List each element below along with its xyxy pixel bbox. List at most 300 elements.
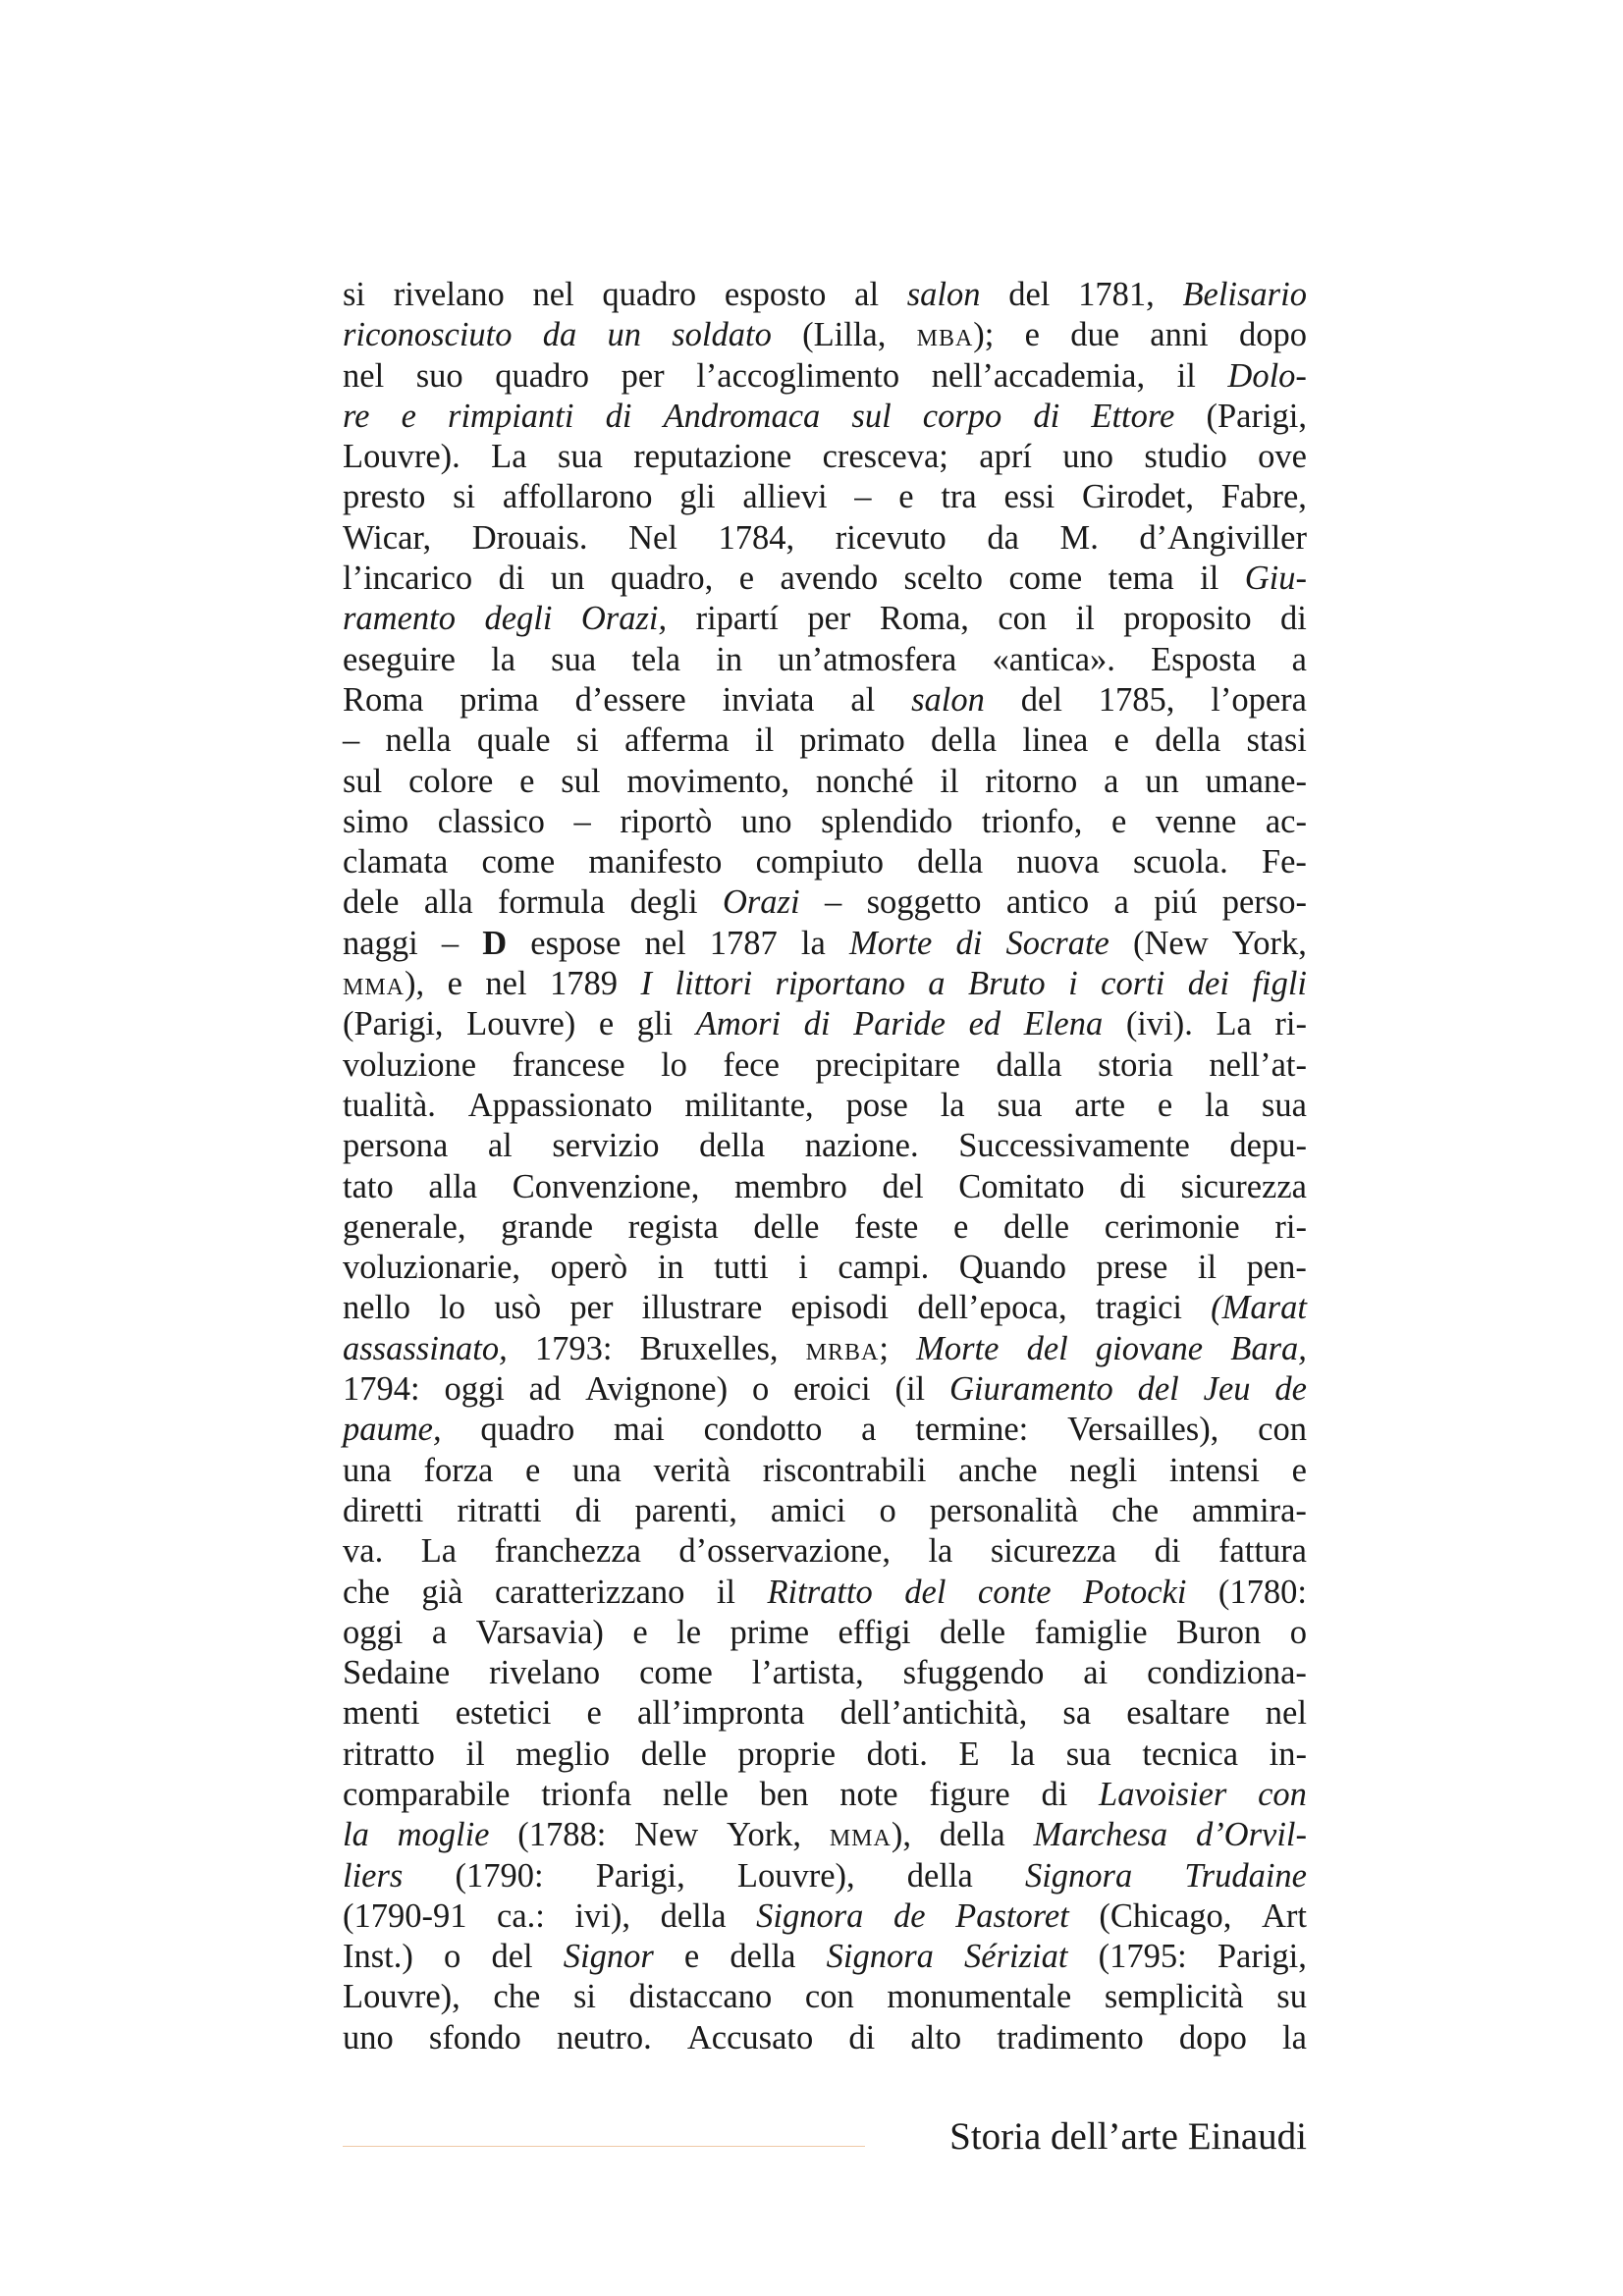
italic-text: rimpianti bbox=[448, 397, 574, 435]
text: di bbox=[498, 560, 525, 598]
word bbox=[776, 964, 905, 1004]
text: riscontrabili bbox=[762, 1451, 927, 1489]
word bbox=[343, 1531, 383, 1572]
abbreviation: mma bbox=[343, 965, 406, 1003]
text: prima bbox=[460, 680, 539, 719]
text: Fe- bbox=[1261, 843, 1307, 881]
text: 1789 bbox=[550, 965, 619, 1003]
word bbox=[1027, 1329, 1068, 1369]
word bbox=[448, 964, 462, 1004]
word bbox=[632, 1613, 647, 1653]
word bbox=[606, 397, 632, 437]
word bbox=[1280, 599, 1307, 639]
text: Parigi, bbox=[1217, 1938, 1307, 1976]
word bbox=[1227, 356, 1307, 397]
word bbox=[343, 1410, 442, 1450]
word bbox=[394, 275, 505, 315]
word bbox=[723, 1045, 779, 1086]
text: per bbox=[807, 600, 851, 638]
text: affollarono bbox=[502, 478, 653, 516]
word bbox=[482, 924, 507, 964]
word bbox=[1209, 1045, 1307, 1086]
text: personalità bbox=[929, 1491, 1079, 1529]
word bbox=[1111, 802, 1126, 842]
word bbox=[1176, 1613, 1261, 1653]
italic-text: di bbox=[803, 1005, 831, 1043]
word bbox=[755, 721, 774, 761]
word bbox=[442, 924, 459, 964]
word bbox=[907, 275, 981, 315]
word bbox=[1097, 1248, 1168, 1288]
text: 1781, bbox=[1078, 276, 1155, 313]
text: d’Angiviller bbox=[1139, 518, 1307, 557]
word bbox=[343, 1977, 460, 2017]
text: (il bbox=[894, 1370, 926, 1409]
italic-text: Morte bbox=[848, 924, 933, 962]
word bbox=[1147, 1653, 1307, 1693]
word bbox=[343, 842, 448, 882]
italic-text: de bbox=[1274, 1370, 1307, 1409]
word bbox=[1151, 640, 1256, 680]
italic-text: corti bbox=[1101, 965, 1165, 1003]
text: nazione. bbox=[804, 1127, 919, 1165]
text: i bbox=[798, 1249, 808, 1287]
italic-text: i bbox=[1068, 965, 1078, 1003]
word bbox=[343, 1167, 394, 1207]
word bbox=[515, 1735, 610, 1775]
word bbox=[880, 599, 969, 639]
text-line bbox=[343, 1937, 1307, 1977]
word bbox=[343, 1288, 410, 1328]
word bbox=[634, 1491, 736, 1531]
word bbox=[1206, 762, 1307, 802]
text-line bbox=[343, 1329, 1307, 1369]
word bbox=[760, 1775, 809, 1815]
text: Successivamente bbox=[958, 1127, 1190, 1165]
word bbox=[1068, 964, 1078, 1004]
word bbox=[861, 1410, 876, 1450]
text: E bbox=[958, 1735, 980, 1773]
word bbox=[968, 964, 1046, 1004]
text: e bbox=[738, 560, 755, 598]
italic-text: re bbox=[343, 397, 370, 435]
text: anni bbox=[1150, 316, 1209, 354]
text: e bbox=[598, 1005, 615, 1043]
word bbox=[498, 882, 605, 923]
text: – bbox=[441, 924, 460, 962]
word bbox=[343, 1775, 511, 1815]
word bbox=[569, 1288, 613, 1328]
word bbox=[941, 477, 976, 517]
word bbox=[1062, 1693, 1091, 1734]
italic-text: liers bbox=[343, 1856, 404, 1895]
word bbox=[958, 1126, 1190, 1166]
text: tualità. bbox=[343, 1086, 436, 1124]
word bbox=[1188, 964, 1229, 1004]
text: sua bbox=[1065, 1735, 1111, 1773]
word bbox=[408, 762, 493, 802]
text: della bbox=[939, 1816, 1005, 1854]
word bbox=[807, 599, 850, 639]
text: quadro bbox=[480, 1411, 575, 1449]
word bbox=[1229, 1126, 1307, 1166]
text: prese bbox=[1096, 1249, 1168, 1287]
word bbox=[614, 1410, 665, 1450]
italic-text: moglie bbox=[397, 1816, 490, 1854]
text: e bbox=[525, 1451, 541, 1489]
text: ai bbox=[1083, 1654, 1109, 1692]
italic-text: la bbox=[343, 1816, 369, 1854]
word bbox=[1099, 680, 1175, 721]
text: parenti, bbox=[634, 1491, 737, 1529]
text: nella bbox=[385, 721, 452, 760]
word bbox=[1006, 882, 1089, 923]
text: e bbox=[683, 1938, 700, 1976]
word bbox=[343, 599, 456, 639]
text: perso- bbox=[1221, 883, 1307, 922]
text: reputazione bbox=[633, 438, 792, 476]
word bbox=[780, 559, 878, 599]
text: distaccano bbox=[628, 1978, 773, 2016]
word bbox=[804, 1004, 831, 1044]
text: generale, bbox=[343, 1207, 466, 1246]
text: ad bbox=[528, 1370, 562, 1409]
word bbox=[898, 477, 913, 517]
word bbox=[1247, 721, 1307, 761]
word bbox=[543, 315, 577, 355]
text: e bbox=[1291, 1451, 1307, 1489]
word bbox=[997, 1045, 1062, 1086]
italic-text: di bbox=[955, 924, 983, 962]
text: delle bbox=[753, 1207, 820, 1246]
text-line bbox=[343, 1977, 1307, 2017]
word bbox=[767, 1573, 872, 1613]
word bbox=[931, 721, 997, 761]
text: del bbox=[491, 1938, 533, 1976]
word bbox=[1035, 1613, 1148, 1653]
word bbox=[676, 1613, 701, 1653]
text: suo bbox=[415, 356, 463, 395]
word bbox=[1024, 1004, 1103, 1044]
abbreviation: mrba bbox=[805, 1329, 880, 1367]
word bbox=[846, 1086, 908, 1126]
text: Fabre, bbox=[1220, 478, 1307, 516]
word bbox=[805, 1126, 919, 1166]
text: esposto bbox=[724, 276, 827, 313]
text: di bbox=[574, 1491, 602, 1529]
word bbox=[998, 599, 1047, 639]
word bbox=[495, 356, 589, 397]
text: il bbox=[716, 1573, 736, 1611]
word bbox=[1142, 1735, 1238, 1775]
word bbox=[1282, 2018, 1307, 2058]
text: figure bbox=[929, 1775, 1010, 1813]
text: ), bbox=[891, 1816, 911, 1854]
text: (New bbox=[1133, 924, 1209, 962]
italic-text: Signora bbox=[1024, 1856, 1133, 1895]
word bbox=[907, 1856, 973, 1896]
word bbox=[1123, 599, 1251, 639]
text-line bbox=[343, 882, 1307, 923]
text: al bbox=[854, 276, 880, 313]
text: lo bbox=[439, 1289, 466, 1327]
word bbox=[699, 1126, 765, 1166]
text: (1790-91 bbox=[343, 1896, 467, 1935]
word bbox=[343, 1937, 413, 1977]
word bbox=[551, 559, 585, 599]
text: note bbox=[839, 1775, 898, 1813]
text: ricevuto bbox=[835, 518, 947, 557]
word bbox=[904, 559, 983, 599]
text: di bbox=[1154, 1532, 1181, 1571]
text: comparabile bbox=[343, 1775, 511, 1813]
text: (Parigi, bbox=[1206, 397, 1307, 435]
text: precipitare bbox=[815, 1045, 960, 1084]
italic-text: Paride bbox=[853, 1005, 946, 1043]
word bbox=[1099, 1937, 1187, 1977]
text: o bbox=[751, 1370, 770, 1409]
word bbox=[343, 680, 423, 721]
text: aprí bbox=[979, 438, 1032, 476]
text: nell’accademia, bbox=[931, 356, 1146, 395]
text: ri- bbox=[1274, 1005, 1307, 1043]
word bbox=[1182, 275, 1307, 315]
word bbox=[1033, 397, 1059, 437]
italic-text: Belisario bbox=[1182, 276, 1307, 313]
word bbox=[1016, 842, 1099, 882]
text: La bbox=[1216, 1005, 1252, 1043]
text: due bbox=[1070, 316, 1120, 354]
word bbox=[867, 1735, 928, 1775]
word bbox=[1066, 1735, 1111, 1775]
text: per bbox=[569, 1289, 614, 1327]
text: Appassionato bbox=[467, 1086, 653, 1124]
word bbox=[398, 1815, 490, 1855]
text: afferma bbox=[624, 721, 730, 760]
word bbox=[678, 1531, 891, 1572]
text: ri- bbox=[1274, 1207, 1307, 1246]
word bbox=[1099, 1775, 1226, 1815]
text: antico bbox=[1005, 883, 1090, 922]
word bbox=[798, 1248, 808, 1288]
italic-text: assassinato, bbox=[343, 1329, 508, 1367]
word bbox=[453, 477, 475, 517]
word bbox=[624, 721, 730, 761]
italic-text: Giuramento bbox=[949, 1370, 1113, 1409]
text: nel bbox=[532, 276, 574, 313]
text: rivelano bbox=[489, 1654, 601, 1692]
word bbox=[910, 2018, 961, 2058]
abbreviation: mma bbox=[829, 1816, 892, 1854]
word bbox=[1216, 1004, 1251, 1044]
text: un bbox=[550, 560, 585, 598]
text: si bbox=[575, 721, 599, 760]
word bbox=[343, 2018, 394, 2058]
word bbox=[575, 1491, 602, 1531]
text-line bbox=[343, 680, 1307, 721]
text: Drouais. bbox=[471, 518, 588, 557]
word bbox=[634, 1815, 698, 1855]
text: il bbox=[1075, 600, 1095, 638]
word bbox=[1126, 1693, 1229, 1734]
word bbox=[1008, 275, 1050, 315]
text-line bbox=[343, 1815, 1307, 1855]
word bbox=[1155, 1531, 1181, 1572]
word bbox=[982, 802, 1083, 842]
italic-text: Bruto bbox=[968, 965, 1046, 1003]
word bbox=[756, 842, 884, 882]
text: quadro bbox=[495, 356, 590, 395]
word bbox=[1003, 477, 1055, 517]
text: scelto bbox=[903, 560, 984, 598]
text: nell’at- bbox=[1209, 1045, 1307, 1084]
word bbox=[472, 518, 588, 559]
text-line bbox=[343, 1491, 1307, 1531]
word bbox=[941, 1086, 965, 1126]
text: un’atmosfera bbox=[778, 640, 957, 678]
text: nel bbox=[644, 924, 686, 962]
word bbox=[1218, 1531, 1307, 1572]
word bbox=[558, 437, 603, 477]
text: o bbox=[444, 1938, 461, 1976]
italic-text: Ettore bbox=[1091, 397, 1175, 435]
word bbox=[513, 1167, 700, 1207]
italic-text: paume, bbox=[343, 1411, 442, 1449]
text-line bbox=[343, 1167, 1307, 1207]
text-line bbox=[343, 1004, 1307, 1044]
word bbox=[343, 315, 512, 355]
word bbox=[929, 1775, 1009, 1815]
text: illustrare bbox=[641, 1289, 763, 1327]
text: nuova bbox=[1016, 843, 1100, 881]
text: nonché bbox=[815, 762, 914, 800]
italic-text: degli bbox=[484, 600, 553, 638]
text: umane- bbox=[1205, 762, 1307, 800]
word bbox=[477, 721, 551, 761]
word bbox=[849, 924, 932, 964]
text: scuola. bbox=[1132, 843, 1228, 881]
word bbox=[489, 1653, 600, 1693]
text: la bbox=[1281, 2018, 1307, 2056]
text: semplicità bbox=[1104, 1978, 1244, 2016]
word bbox=[1274, 1207, 1307, 1248]
word bbox=[1292, 1451, 1307, 1491]
word bbox=[1010, 1735, 1035, 1775]
text: Versailles), bbox=[1067, 1411, 1219, 1449]
text: pen- bbox=[1246, 1249, 1307, 1287]
text: espose bbox=[530, 924, 622, 962]
text: rivelano bbox=[393, 276, 505, 313]
text: – bbox=[854, 478, 872, 516]
text: clamata bbox=[343, 843, 449, 881]
text: si bbox=[453, 478, 476, 516]
word bbox=[978, 1573, 1052, 1613]
word bbox=[1192, 1491, 1307, 1531]
word bbox=[710, 924, 778, 964]
text: di bbox=[848, 2018, 876, 2056]
text: il bbox=[1176, 356, 1196, 395]
word bbox=[1114, 721, 1129, 761]
word bbox=[572, 1451, 622, 1491]
text: (Lilla, bbox=[802, 316, 887, 354]
text: si bbox=[343, 276, 366, 313]
word bbox=[429, 2018, 521, 2058]
word bbox=[574, 1896, 630, 1937]
text: Parigi, bbox=[595, 1856, 685, 1895]
text: il bbox=[1200, 560, 1219, 598]
text: stasi bbox=[1246, 721, 1307, 760]
word bbox=[611, 559, 713, 599]
text: e bbox=[898, 478, 914, 516]
word bbox=[343, 721, 359, 761]
text-line bbox=[343, 1775, 1307, 1815]
word bbox=[821, 802, 952, 842]
text: l’opera bbox=[1211, 680, 1307, 719]
word bbox=[853, 1004, 946, 1044]
text: in bbox=[657, 1249, 684, 1287]
word bbox=[928, 1531, 952, 1572]
word bbox=[491, 1937, 532, 1977]
text-line bbox=[343, 397, 1307, 437]
word bbox=[850, 680, 875, 721]
word bbox=[343, 1693, 420, 1734]
word bbox=[1232, 924, 1307, 964]
italic-text: Pastoret bbox=[955, 1896, 1069, 1935]
text-line bbox=[343, 1735, 1307, 1775]
text: Bruxelles, bbox=[639, 1329, 779, 1367]
word bbox=[575, 680, 686, 721]
text: uno bbox=[1062, 438, 1114, 476]
word bbox=[622, 356, 665, 397]
word bbox=[1258, 437, 1307, 477]
word bbox=[806, 1329, 889, 1369]
word bbox=[564, 1937, 654, 1977]
italic-text: salon bbox=[906, 276, 981, 313]
word bbox=[1091, 397, 1174, 437]
text: come bbox=[1008, 560, 1083, 598]
italic-text: littori bbox=[675, 965, 753, 1003]
word bbox=[663, 1775, 729, 1815]
text: della bbox=[917, 843, 984, 881]
word bbox=[457, 1491, 541, 1531]
text: anche bbox=[958, 1451, 1038, 1489]
word bbox=[633, 437, 791, 477]
word bbox=[493, 1977, 540, 2017]
word bbox=[1200, 559, 1218, 599]
text-line bbox=[343, 1896, 1307, 1937]
text: del bbox=[1020, 680, 1062, 719]
word bbox=[940, 1815, 1005, 1855]
word bbox=[533, 275, 574, 315]
italic-text: a bbox=[928, 965, 946, 1003]
word bbox=[644, 924, 685, 964]
text: operò bbox=[550, 1249, 628, 1287]
word bbox=[684, 1937, 699, 1977]
text: nel bbox=[485, 965, 527, 1003]
text: ; bbox=[879, 1329, 889, 1367]
word bbox=[343, 924, 418, 964]
text: usò bbox=[494, 1289, 542, 1327]
text: menti bbox=[343, 1694, 420, 1733]
word bbox=[1025, 1856, 1132, 1896]
word bbox=[1222, 882, 1307, 923]
word bbox=[1252, 964, 1307, 1004]
word bbox=[763, 1451, 927, 1491]
italic-text: conte bbox=[977, 1573, 1052, 1611]
text: regista bbox=[627, 1207, 719, 1246]
word bbox=[893, 1896, 926, 1937]
abbreviation: mba bbox=[916, 316, 974, 354]
